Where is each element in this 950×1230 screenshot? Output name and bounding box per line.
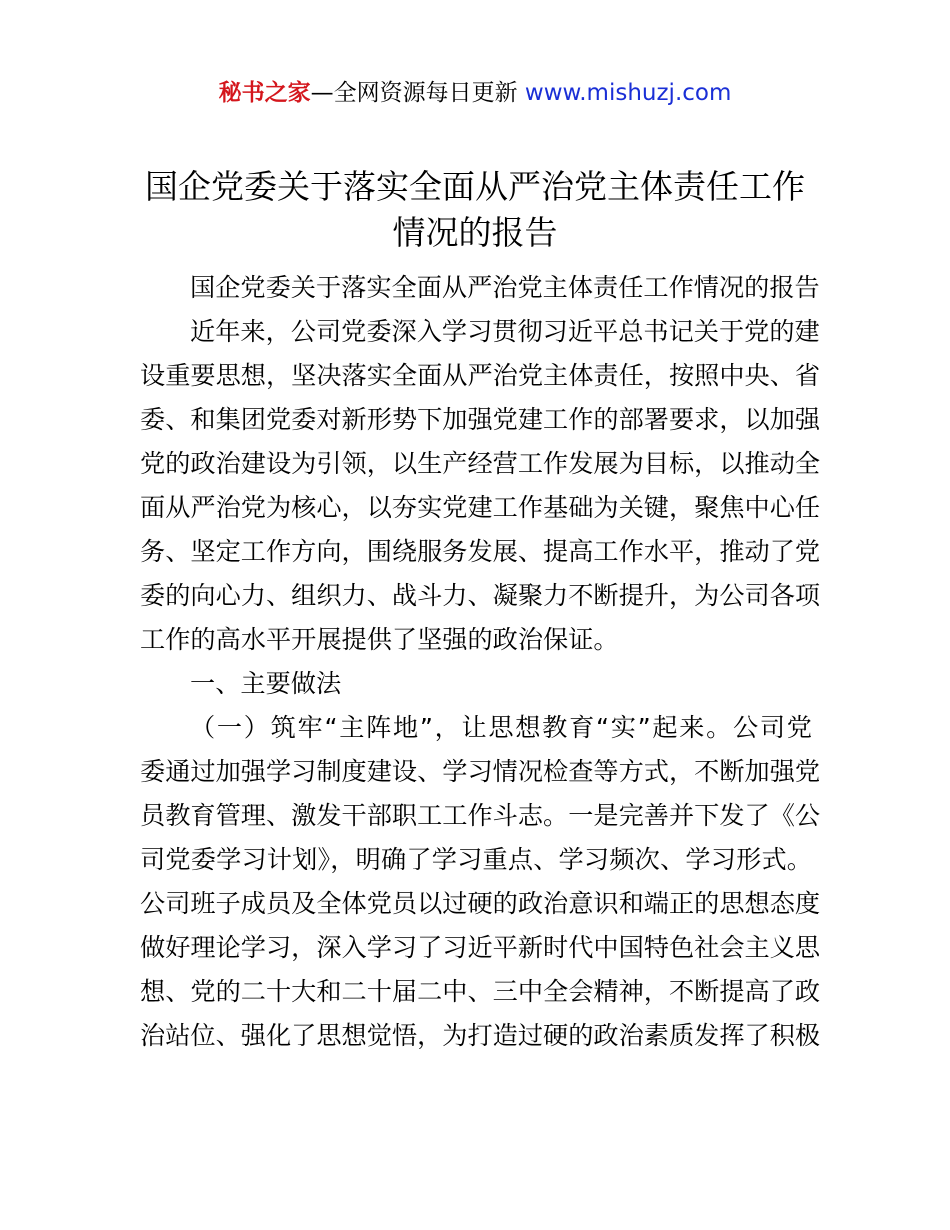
paragraph-line: 委的向心力、组织力、战斗力、凝聚力不断提升，为公司各项 (140, 581, 821, 610)
document-body (140, 266, 821, 1058)
paragraph-line: 党的政治建设为引领，以生产经营工作发展为目标，以推动全 (140, 449, 821, 478)
site-url-link[interactable]: www.mishuzj.com (524, 80, 732, 106)
paragraph-line: 想、党的二十大和二十届二中、三中全会精神，不断提高了政 (140, 977, 821, 1006)
paragraph-line: 司党委学习计划》，明确了学习重点、学习频次、学习形式。 (140, 845, 812, 874)
paragraph-line: 委、和集团党委对新形势下加强党建工作的部署要求，以加强 (140, 405, 821, 434)
paragraph-line: 员教育管理、激发干部职工工作斗志。一是完善并下发了《公 (140, 801, 821, 830)
paragraph-line: 做好理论学习，深入学习了习近平新时代中国特色社会主义思 (140, 933, 821, 962)
site-header (0, 76, 950, 110)
title-line: 国企党委关于落实全面从严治党主体责任工作 (145, 167, 805, 206)
paragraph-line: 工作的高水平开展提供了坚强的政治保证。 (140, 625, 619, 654)
paragraph-line: （一）筑牢“主阵地”，让思想教育“实”起来。公司党 (190, 713, 812, 742)
site-tagline: —全网资源每日更新 (310, 80, 525, 106)
title-line: 情况的报告 (392, 213, 558, 252)
site-brand: 秘书之家 (218, 80, 311, 106)
paragraph-line: 委通过加强学习制度建设、学习情况检查等方式，不断加强党 (140, 757, 821, 786)
paragraph-line: 公司班子成员及全体党员以过硬的政治意识和端正的思想态度 (140, 889, 821, 918)
subtitle-line: 国企党委关于落实全面从严治党主体责任工作情况的报告 (190, 273, 820, 302)
paragraph-line: 治站位、强化了思想觉悟，为打造过硬的政治素质发挥了积极 (140, 1021, 821, 1050)
document-title (100, 164, 850, 256)
paragraph-line: 设重要思想，坚决落实全面从严治党主体责任，按照中央、省 (140, 361, 821, 390)
paragraph-line: 务、坚定工作方向，围绕服务发展、提高工作水平，推动了党 (140, 537, 821, 566)
section-heading: 一、主要做法 (190, 669, 342, 698)
paragraph-line: 近年来，公司党委深入学习贯彻习近平总书记关于党的建 (190, 317, 820, 346)
paragraph-line: 面从严治党为核心，以夯实党建工作基础为关键，聚焦中心任 (140, 493, 821, 522)
